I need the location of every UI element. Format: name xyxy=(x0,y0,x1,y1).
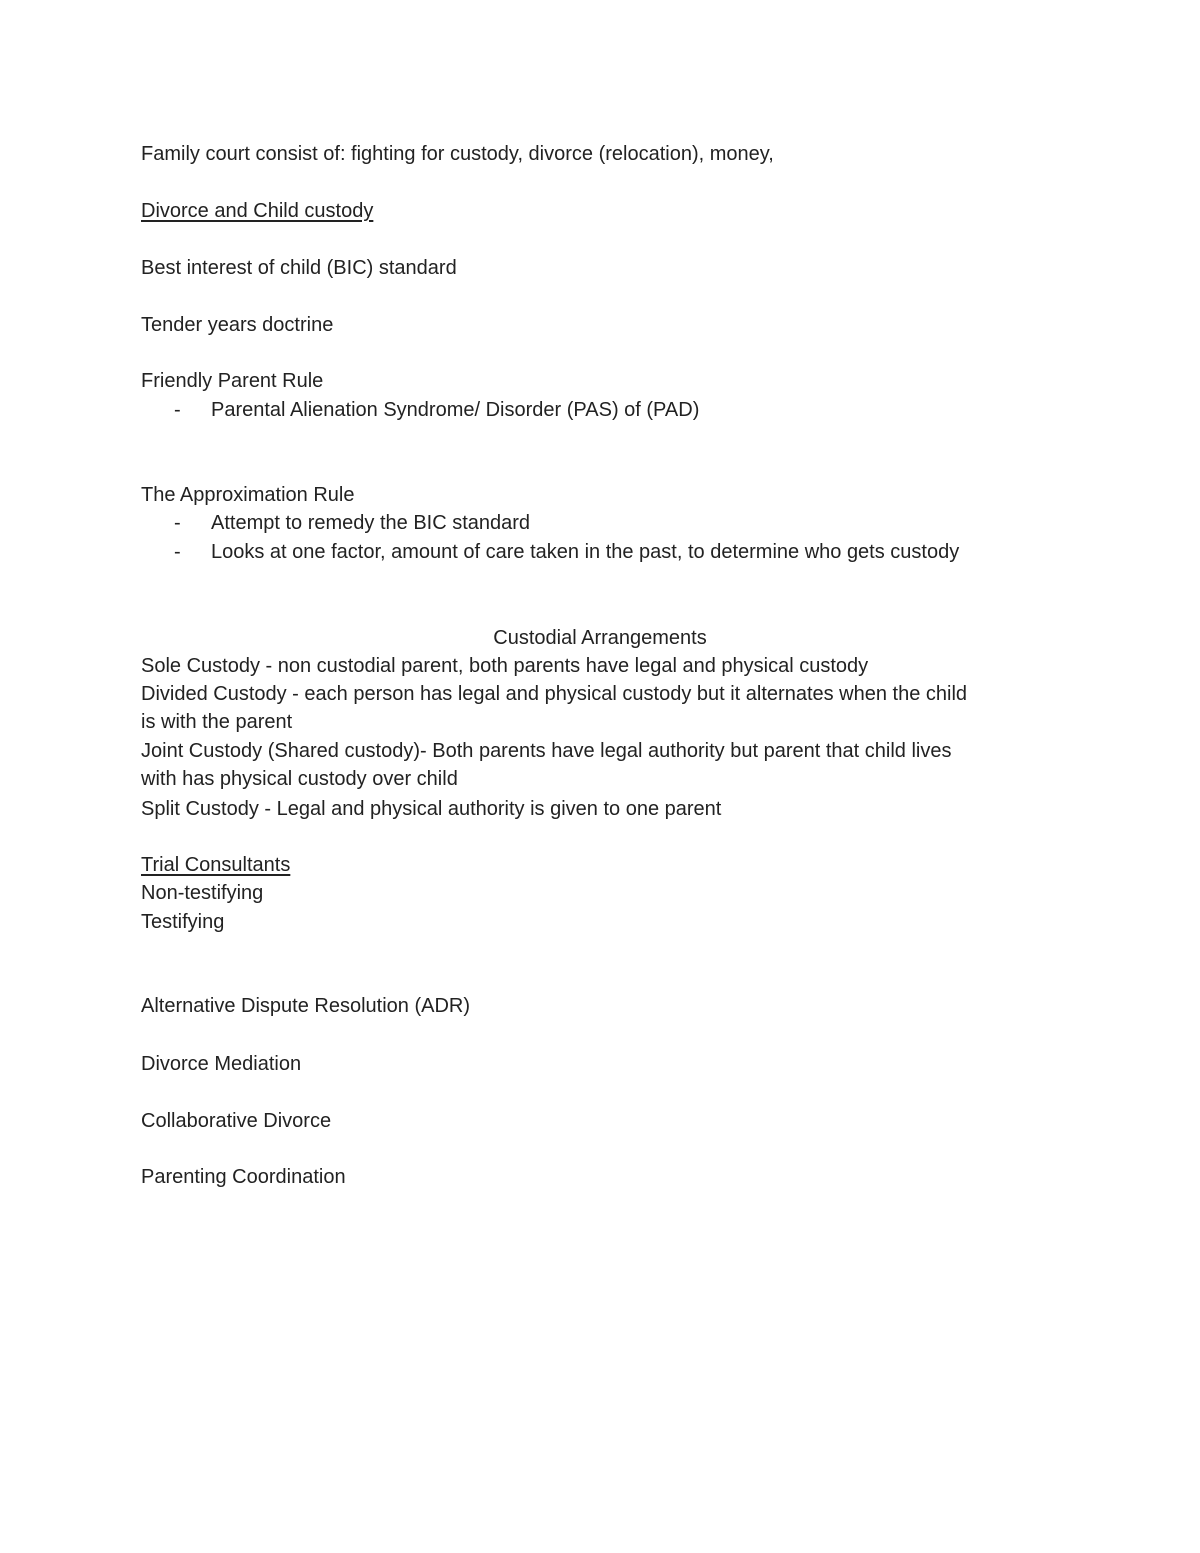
trial-consultants-heading: Trial Consultants xyxy=(141,854,291,876)
list-item: Parental Alienation Syndrome/ Disorder (PAS) of (PAD) xyxy=(211,399,700,421)
custody-line: Joint Custody (Shared custody)- Both parents have legal authority but parent that child lives xyxy=(141,740,952,762)
list-item: Looks at one factor, amount of care taken in the past, to determine who gets custody xyxy=(211,541,960,563)
custody-line: Sole Custody - non custodial parent, both parents have legal and physical custody xyxy=(141,655,869,677)
custody-line: is with the parent xyxy=(141,711,293,733)
bullet-marker: - xyxy=(174,512,181,534)
list-item: Non-testifying xyxy=(141,882,264,904)
intro-text: Family court consist of: fighting for custody, divorce (relocation), money, xyxy=(141,143,774,165)
section-heading-divorce: Divorce and Child custody xyxy=(141,200,374,222)
bullet-marker: - xyxy=(174,399,181,421)
tender-years-doctrine: Tender years doctrine xyxy=(141,314,334,336)
friendly-parent-rule: Friendly Parent Rule xyxy=(141,370,324,392)
approximation-rule: The Approximation Rule xyxy=(141,484,355,506)
collaborative-divorce: Collaborative Divorce xyxy=(141,1110,332,1132)
custody-line: with has physical custody over child xyxy=(141,768,458,790)
adr-heading: Alternative Dispute Resolution (ADR) xyxy=(141,995,471,1017)
list-item: Attempt to remedy the BIC standard xyxy=(211,512,531,534)
custody-line: Split Custody - Legal and physical authority is given to one parent xyxy=(141,798,722,820)
custody-line: Divided Custody - each person has legal and physical custody but it alternates when the child xyxy=(141,683,968,705)
custodial-arrangements-heading: Custodial Arrangements xyxy=(493,627,707,649)
parenting-coordination: Parenting Coordination xyxy=(141,1166,346,1188)
bic-standard: Best interest of child (BIC) standard xyxy=(141,257,457,279)
divorce-mediation: Divorce Mediation xyxy=(141,1053,302,1075)
list-item: Testifying xyxy=(141,911,225,933)
bullet-marker: - xyxy=(174,541,181,563)
